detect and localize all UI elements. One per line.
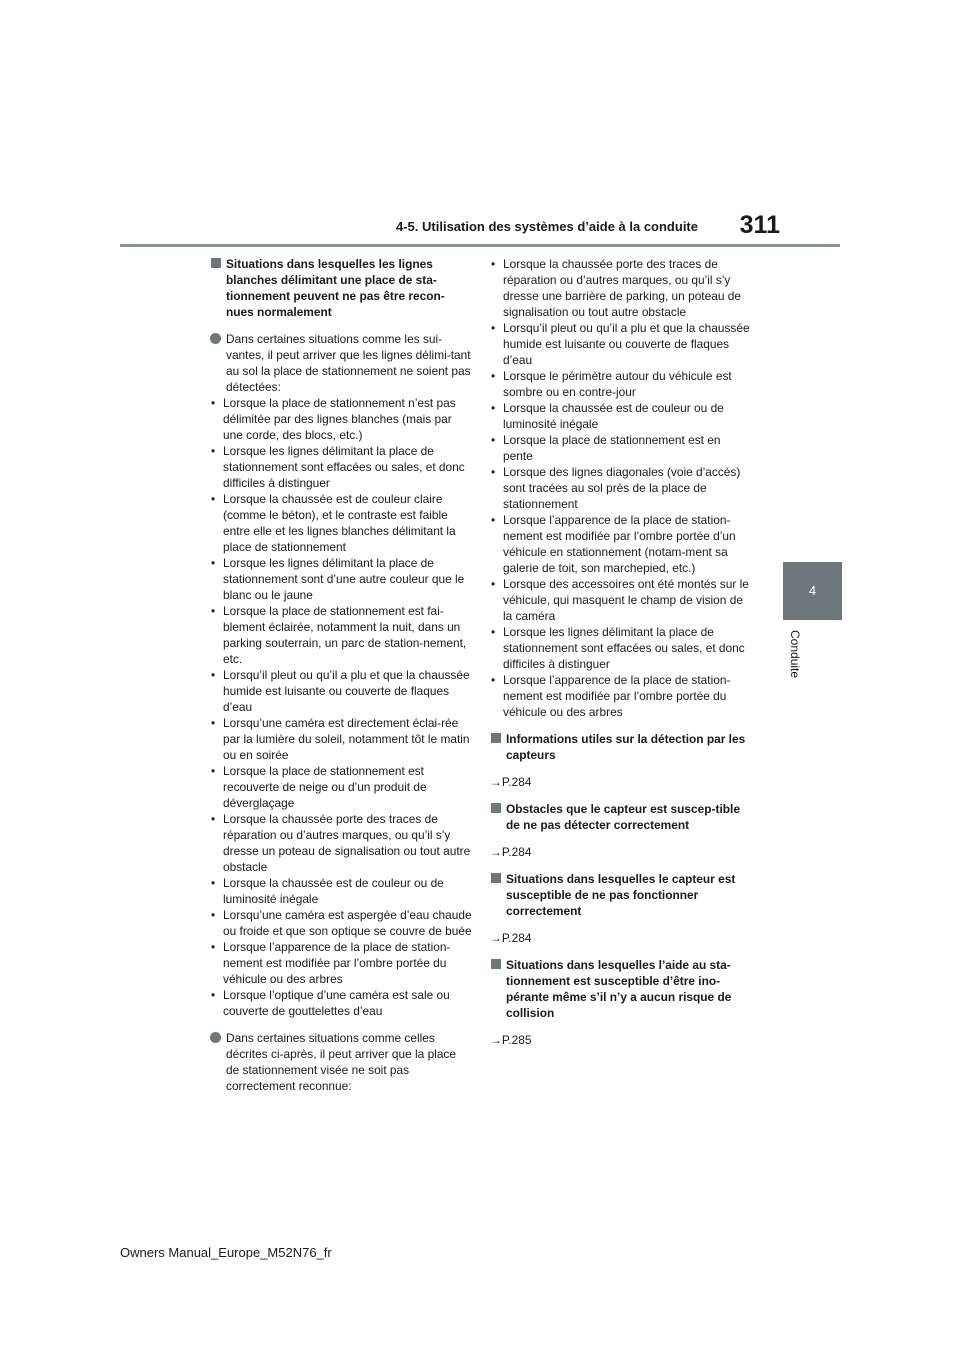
heading-text: Obstacles que le capteur est suscep-tible de ne pas détecter correctement (506, 802, 740, 832)
list-item: • Lorsque l’apparence de la place de station-nement est modifiée par l’ombre portée du véhicule ou des arbres (210, 939, 472, 987)
paragraph-text: Dans certaines situations comme celles décrites ci-après, il peut arriver que la place de stationnement visée ne soit pas correctement reconnue: (226, 1031, 456, 1093)
list-item: • Lorsqu’il pleut ou qu’il a plu et que la chaussée humide est luisante ou couverte de flaques d’eau (210, 667, 472, 715)
section-heading (210, 256, 472, 320)
list-item: • Lorsque les lignes délimitant la place de stationnement sont d’une autre couleur que le blanc ou le jaune (210, 555, 472, 603)
circle-bullet-icon (210, 1032, 221, 1043)
list-item: • Lorsque l’apparence de la place de station-nement est modifiée par l’ombre portée du véhicule ou des arbres (490, 672, 752, 720)
list-item: • Lorsque la place de stationnement est fai-blement éclairée, notamment la nuit, dans un parking souterrain, un parc de station-nement, etc. (210, 603, 472, 667)
heading-text: Situations dans lesquelles les lignes blanches délimitant une place de sta-tionnement peuvent ne pas être recon-nues normalement (226, 257, 445, 319)
list-item: • Lorsque les lignes délimitant la place de stationnement sont effacées ou sales, et donc difficiles à distinguer (210, 443, 472, 491)
paragraph (210, 331, 472, 1019)
list-item: • Lorsque la chaussée porte des traces de réparation ou d’autres marques, ou qu’il s’y dresse une barrière de parking, un poteau de signalisation ou tout autre obstacle (490, 256, 752, 320)
chapter-label: Conduite (788, 630, 802, 679)
heading-text: Situations dans lesquelles le capteur est susceptible de ne pas fonctionner correctement (506, 872, 736, 918)
bullet-list (210, 395, 472, 1019)
list-item: • Lorsque la place de stationnement est recouverte de neige ou d’un produit de déverglaçage (210, 763, 472, 811)
list-item: • Lorsque la chaussée est de couleur ou de luminosité inégale (210, 875, 472, 907)
list-item: • Lorsque la chaussée est de couleur claire (comme le béton), et le contraste est faible entre elle et les lignes blanches délimitant la place de stationnement (210, 491, 472, 555)
list-item: • Lorsque le périmètre autour du véhicule est sombre ou en contre-jour (490, 368, 752, 400)
list-item: • Lorsque la place de stationnement n’est pas délimitée par des lignes blanches (mais par une corde, des blocs, etc.) (210, 395, 472, 443)
square-bullet-icon (491, 959, 501, 969)
left-column (210, 256, 472, 1105)
section-heading (490, 731, 752, 763)
square-bullet-icon (491, 873, 501, 883)
footer-doc-id: Owners Manual_Europe_M52N76_fr (120, 1245, 332, 1260)
list-item: • Lorsque des lignes diagonales (voie d’accès) sont tracées au sol près de la place de stationnement (490, 464, 752, 512)
list-item: • Lorsque la chaussée porte des traces de réparation ou d’autres marques, ou qu’il s’y dresse un poteau de signalisation ou tout autre obstacle (210, 811, 472, 875)
page-reference-link[interactable]: →P.284 (490, 845, 532, 859)
list-item: • Lorsque la chaussée est de couleur ou de luminosité inégale (490, 400, 752, 432)
paragraph-text: Dans certaines situations comme les sui-vantes, il peut arriver que les lignes délimi-tant au sol la place de stationnement ne soient pas détectées: (226, 332, 471, 394)
paragraph (210, 1030, 472, 1094)
page-number: 311 (739, 211, 780, 239)
section-heading (490, 801, 752, 833)
heading-text: Informations utiles sur la détection par les capteurs (506, 732, 746, 762)
list-item: • Lorsque les lignes délimitant la place de stationnement sont effacées ou sales, et donc difficiles à distinguer (490, 624, 752, 672)
header-divider (120, 244, 840, 247)
square-bullet-icon (491, 803, 501, 813)
heading-text: Situations dans lesquelles l’aide au sta-tionnement est susceptible d’être ino-pérante même s’il n’y a aucun risque de collision (506, 958, 732, 1020)
square-bullet-icon (211, 258, 221, 268)
square-bullet-icon (491, 733, 501, 743)
list-item: • Lorsque l’optique d’une caméra est sale ou couverte de gouttelettes d’eau (210, 987, 472, 1019)
section-heading (490, 871, 752, 919)
list-item: • Lorsque l’apparence de la place de station-nement est modifiée par l’ombre portée d’un véhicule en stationnement (notam-ment sa galerie de toit, son marchepied, etc.) (490, 512, 752, 576)
list-item: • Lorsqu’une caméra est aspergée d’eau chaude ou froide et que son optique se couvre de buée (210, 907, 472, 939)
section-heading (490, 957, 752, 1021)
list-item: • Lorsque des accessoires ont été montés sur le véhicule, qui masquent le champ de vision de la caméra (490, 576, 752, 624)
page-reference-link[interactable]: →P.284 (490, 931, 532, 945)
chapter-tab[interactable] (783, 562, 842, 620)
circle-bullet-icon (210, 333, 221, 344)
list-item: • Lorsqu’il pleut ou qu’il a plu et que la chaussée humide est luisante ou couverte de flaques d’eau (490, 320, 752, 368)
list-item: • Lorsque la place de stationnement est en pente (490, 432, 752, 464)
section-title: 4-5. Utilisation des systèmes d’aide à la conduite (396, 219, 698, 234)
list-item: • Lorsqu’une caméra est directement éclai-rée par la lumière du soleil, notamment tôt le matin ou en soirée (210, 715, 472, 763)
chapter-number: 4 (808, 583, 817, 598)
page-reference-link[interactable]: →P.285 (490, 1033, 532, 1047)
right-column (490, 256, 752, 1059)
bullet-list (490, 256, 752, 720)
page-reference-link[interactable]: →P.284 (490, 775, 532, 789)
